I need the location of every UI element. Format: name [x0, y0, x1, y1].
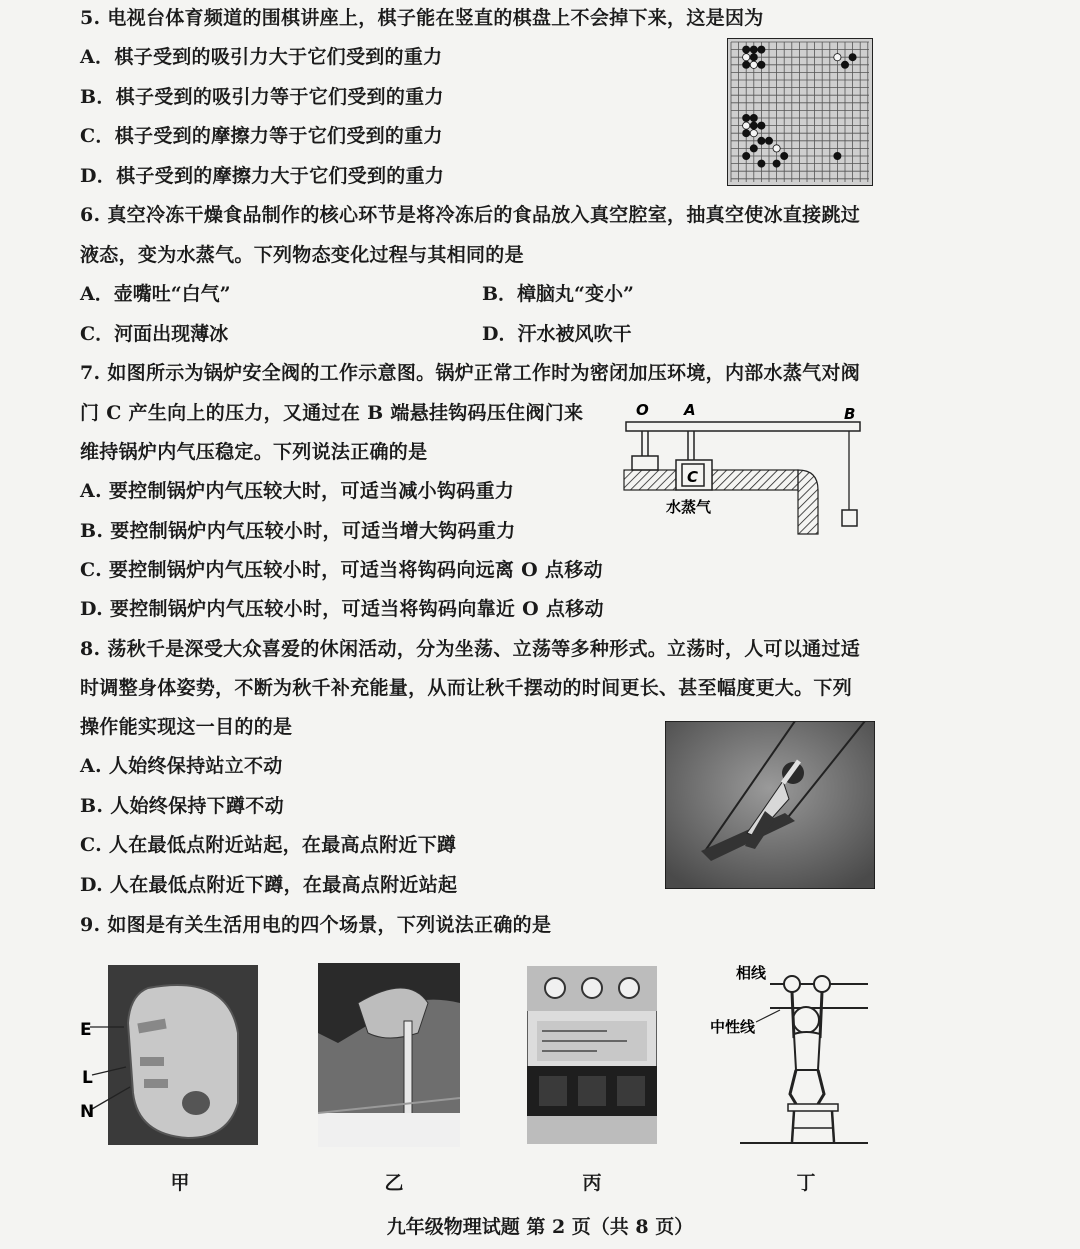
go-stone-black — [750, 114, 757, 121]
caption-jia: 甲 — [170, 1172, 190, 1194]
go-stone-black — [758, 137, 765, 144]
caption-yi: 乙 — [384, 1172, 404, 1194]
q8-stem-line2: 时调整身体姿势，不断为秋千补充能量，从而让秋千摆动的时间更长、甚至幅度更大。下列 — [80, 677, 853, 699]
go-stone-black — [743, 114, 750, 121]
wire-label-neutral: 中性线 — [710, 1018, 756, 1036]
go-stone-black — [773, 160, 780, 167]
q6-option-c: C．河面出现薄冰 — [80, 323, 229, 345]
go-stone-white — [750, 130, 757, 137]
go-stone-white — [743, 54, 750, 61]
plug-label-e: E — [80, 1020, 92, 1040]
go-stone-black — [743, 152, 750, 159]
q8-option-a: A. 人始终保持站立不动 — [80, 755, 283, 777]
go-stone-white — [750, 61, 757, 68]
valve-label-o: O — [636, 401, 649, 419]
q8-option-c: C. 人在最低点附近站起，在最高点附近下蹲 — [80, 834, 457, 856]
plug-label-n: N — [80, 1102, 95, 1122]
q7-stem-line2: 门 C 产生向上的压力，又通过在 B 端悬挂钩码压住阀门来 — [80, 402, 584, 424]
q5-option-b: B．棋子受到的吸引力等于它们受到的重力 — [80, 86, 444, 108]
q7-option-c: C. 要控制锅炉内气压较小时，可适当将钩码向远离 O 点移动 — [80, 559, 603, 581]
q8-stem-line1: 8. 荡秋千是深受大众喜爱的休闲活动，分为坐荡、立荡等多种形式。立荡时，人可以通过适 — [80, 638, 861, 660]
go-stone-black — [765, 137, 772, 144]
q6-stem-line2: 液态，变为水蒸气。下列物态变化过程与其相同的是 — [80, 244, 524, 266]
caption-ding: 丁 — [796, 1172, 816, 1194]
q8-option-b: B. 人始终保持下蹲不动 — [80, 795, 284, 817]
q6-option-d: D．汗水被风吹干 — [482, 323, 632, 345]
go-stone-white — [834, 54, 841, 61]
q5-option-c: C．棋子受到的摩擦力等于它们受到的重力 — [80, 125, 443, 147]
safety-valve-figure — [620, 398, 870, 538]
go-stone-white — [773, 145, 780, 152]
go-stone-black — [750, 54, 757, 61]
go-stone-black — [750, 122, 757, 129]
caption-bing: 丙 — [582, 1172, 602, 1194]
go-stone-black — [781, 152, 788, 159]
q8-option-d: D. 人在最低点附近下蹲，在最高点附近站起 — [80, 874, 458, 896]
person-on-stool-figure — [700, 958, 870, 1148]
go-stone-black — [758, 122, 765, 129]
q5-stem: 5. 电视台体育频道的围棋讲座上，棋子能在竖直的棋盘上不会掉下来，这是因为 — [80, 7, 764, 29]
go-stone-black — [758, 46, 765, 53]
q7-stem-line1: 7. 如图所示为锅炉安全阀的工作示意图。锅炉正常工作时为密闭加压环境，内部水蒸气对阀 — [80, 362, 861, 384]
q7-stem-line3: 维持锅炉内气压稳定。下列说法正确的是 — [80, 441, 428, 463]
go-stone-black — [834, 152, 841, 159]
q8-stem-line3: 操作能实现这一目的的是 — [80, 716, 293, 738]
go-stone-black — [758, 160, 765, 167]
circuit-breaker-photo — [527, 966, 657, 1144]
q6-stem-line1: 6. 真空冷冻干燥食品制作的核心环节是将冷冻后的食品放入真空腔室，抽真空使冰直接跳过 — [80, 204, 861, 226]
q6-option-a: A．壶嘴吐“白气” — [80, 283, 231, 305]
go-stone-black — [750, 46, 757, 53]
go-stone-black — [758, 61, 765, 68]
go-stone-black — [743, 130, 750, 137]
q7-option-b: B. 要控制锅炉内气压较小时，可适当增大钩码重力 — [80, 520, 516, 542]
q9-stem: 9. 如图是有关生活用电的四个场景，下列说法正确的是 — [80, 914, 552, 936]
go-stone-black — [849, 54, 856, 61]
go-stone-black — [841, 61, 848, 68]
plug-photo — [78, 963, 260, 1147]
go-stone-black — [743, 61, 750, 68]
wire-label-live: 相线 — [736, 964, 767, 982]
go-stone-black — [743, 46, 750, 53]
valve-label-steam: 水蒸气 — [666, 498, 712, 516]
q5-option-a: A．棋子受到的吸引力大于它们受到的重力 — [80, 46, 443, 68]
valve-label-b: B — [844, 405, 856, 423]
page-footer: 九年级物理试题 第 2 页（共 8 页） — [386, 1216, 694, 1238]
q6-option-b: B．樟脑丸“变小” — [482, 283, 634, 305]
go-stone-white — [743, 122, 750, 129]
q5-option-d: D．棋子受到的摩擦力大于它们受到的重力 — [80, 165, 445, 187]
test-pen-photo — [318, 963, 460, 1147]
swing-photo — [665, 721, 875, 889]
go-stone-black — [750, 145, 757, 152]
q7-option-d: D. 要控制锅炉内气压较小时，可适当将钩码向靠近 O 点移动 — [80, 598, 604, 620]
plug-label-l: L — [82, 1068, 93, 1088]
valve-label-a: A — [684, 401, 696, 419]
valve-label-c: C — [687, 468, 699, 486]
go-board-figure — [727, 38, 873, 186]
q7-option-a: A. 要控制锅炉内气压较大时，可适当减小钩码重力 — [80, 480, 515, 502]
